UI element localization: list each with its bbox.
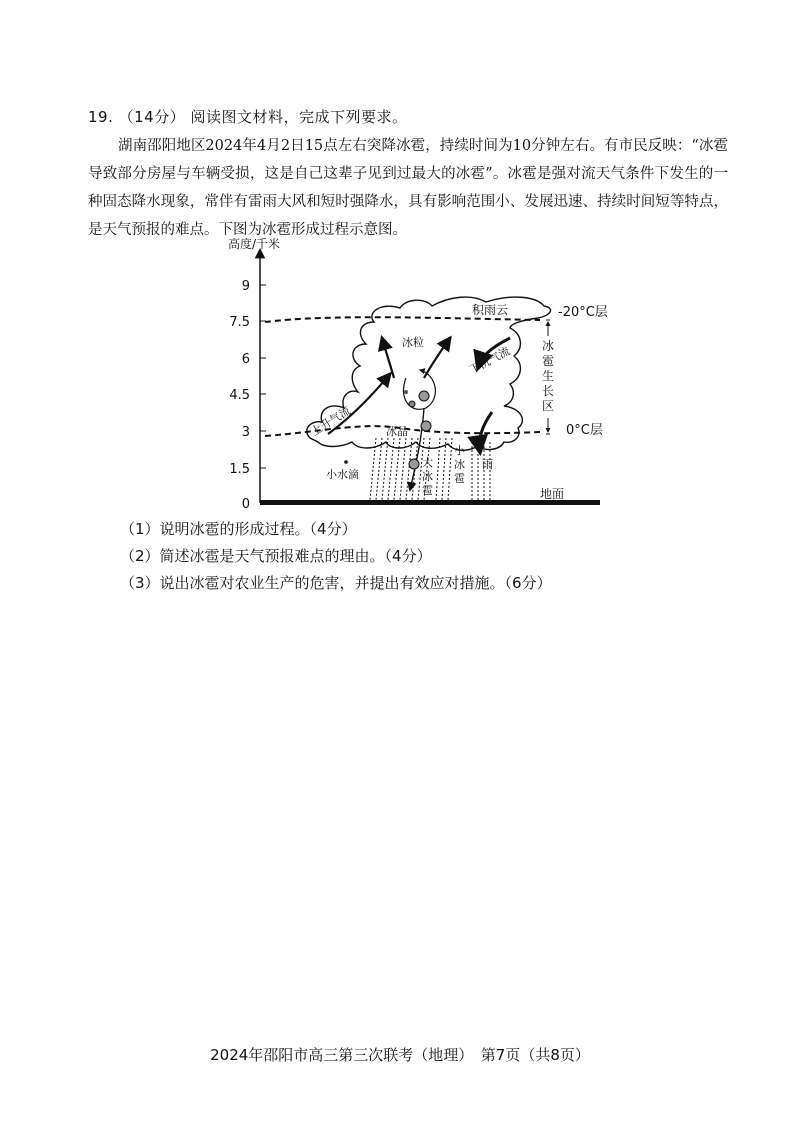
- hailstone: [421, 421, 431, 431]
- growth-zone-char: 冰: [542, 339, 555, 353]
- y-tick-label: 3: [241, 425, 250, 440]
- svg-text:冰: 冰: [454, 458, 465, 471]
- big-hail-label: [422, 455, 433, 497]
- y-tick-label: 7.5: [229, 315, 250, 330]
- question-instruction: 阅读图文材料，完成下列要求。: [190, 108, 408, 126]
- ice-pellet-label: 冰粒: [402, 336, 424, 349]
- zero-layer-label: 0°C层: [566, 423, 603, 438]
- svg-text:小: 小: [454, 444, 465, 457]
- growth-zone-char: 雹: [542, 354, 555, 368]
- svg-text:雹: 雹: [422, 484, 433, 497]
- y-axis-title: 高度/千米: [228, 238, 281, 251]
- svg-text:大: 大: [422, 456, 433, 469]
- growth-zone-char: 区: [542, 399, 555, 413]
- question-score: （14分）: [118, 108, 186, 126]
- hailstone: [419, 391, 429, 401]
- cumulonimbus-label: 积雨云: [472, 303, 509, 317]
- hailstone: [409, 459, 419, 469]
- y-tick-label: 9: [241, 279, 250, 294]
- page-footer: 2024年邵阳市高三第三次联考（地理） 第7页（共8页）: [210, 1046, 590, 1064]
- y-tick-label: 1.5: [229, 462, 250, 477]
- sub-question-3: （3）说出冰雹对农业生产的危害，并提出有效应对措施。（6分）: [120, 574, 552, 592]
- growth-zone-bracket: [542, 320, 554, 434]
- ice-particle: [404, 390, 408, 394]
- sub-question-1: （1）说明冰雹的形成过程。（4分）: [120, 520, 357, 538]
- growth-zone-char: 生: [542, 369, 555, 383]
- sub-question-2: （2）简述冰雹是天气预报难点的理由。（4分）: [120, 547, 432, 565]
- y-tick-label: 6: [241, 352, 250, 367]
- y-tick-label: 0: [241, 497, 250, 512]
- ground-label: 地面: [540, 487, 565, 501]
- small-droplet-label: 小水滴: [326, 468, 359, 481]
- question-number: 19.: [88, 108, 114, 126]
- rain-label: 雨: [482, 458, 493, 471]
- water-droplet: [344, 460, 348, 464]
- small-hail-label: [454, 443, 466, 485]
- question-heading: [88, 106, 408, 127]
- ice-particle: [409, 401, 415, 407]
- updraft-label: 上升气流: [308, 404, 353, 439]
- y-tick-label: 4.5: [229, 388, 250, 403]
- growth-zone-char: 长: [542, 384, 555, 398]
- minus20-layer-label: -20°C层: [558, 305, 608, 320]
- hail-formation-diagram: [210, 238, 630, 523]
- svg-text:冰: 冰: [422, 470, 433, 483]
- material-paragraph: 湖南邵阳地区2024年4月2日15点左右突降冰雹，持续时间为10分钟左右。有市民反映：“冰雹导致部分房屋与车辆受损，这是自己这辈子见到过最大的冰雹”。冰雹是强对流天气条件下发生的一种固态降水现象，常伴有雷雨大风和短时强降水，具有影响范围小、发展迅速、持续时间短等特点，是天气预报的难点。下图为冰雹形成过程示意图。: [88, 138, 728, 238]
- diagram-svg: [210, 238, 630, 523]
- ice-crystal-label: 冰晶: [386, 425, 408, 438]
- svg-text:雹: 雹: [454, 472, 465, 485]
- downdraft-label: 下沉气流: [467, 344, 513, 377]
